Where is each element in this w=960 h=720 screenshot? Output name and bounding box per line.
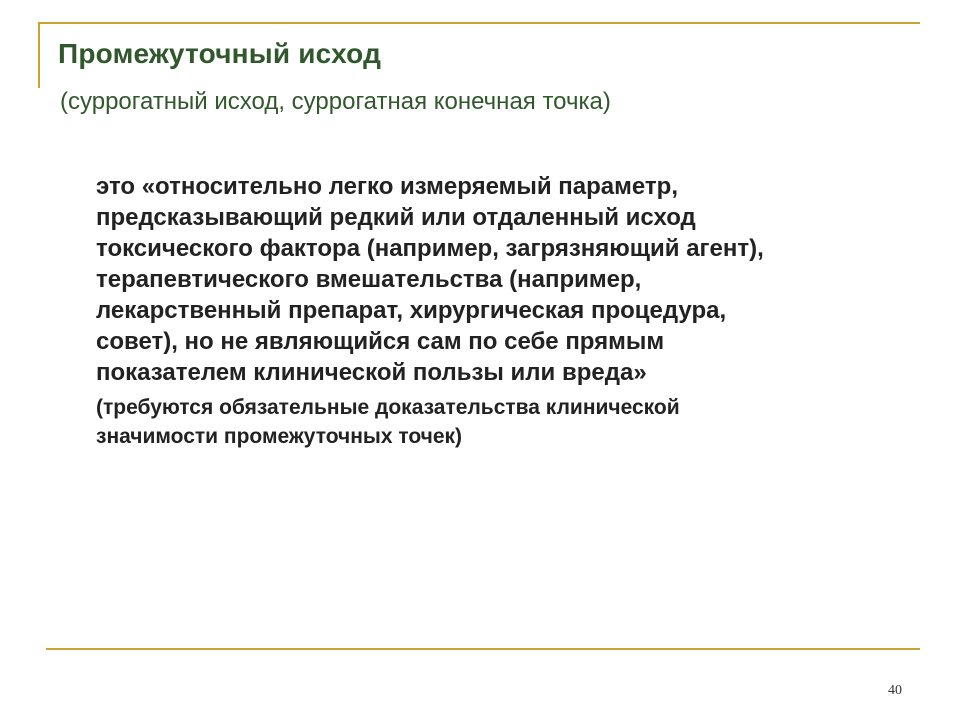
bottom-divider — [46, 648, 920, 650]
left-accent-bar — [38, 22, 40, 88]
slide-subtitle: (суррогатный исход, суррогатная конечная точка) — [60, 88, 611, 115]
definition-text: это «относительно легко измеряемый параметр, предсказывающий редкий или отдаленный исход токсического фактора (например, загрязняющий агент), терапевтического вмешательства (например, лекарственный препарат, хирургическая процедура, совет), но не являющийся сам по себе прямым показателем клинической пользы или вреда» — [96, 173, 764, 386]
note-text: (требуются обязательные доказательства клинической значимости промежуточных точек) — [96, 396, 680, 448]
top-divider — [40, 22, 920, 24]
slide-title: Промежуточный исход — [58, 38, 382, 69]
page-number: 40 — [888, 683, 902, 698]
